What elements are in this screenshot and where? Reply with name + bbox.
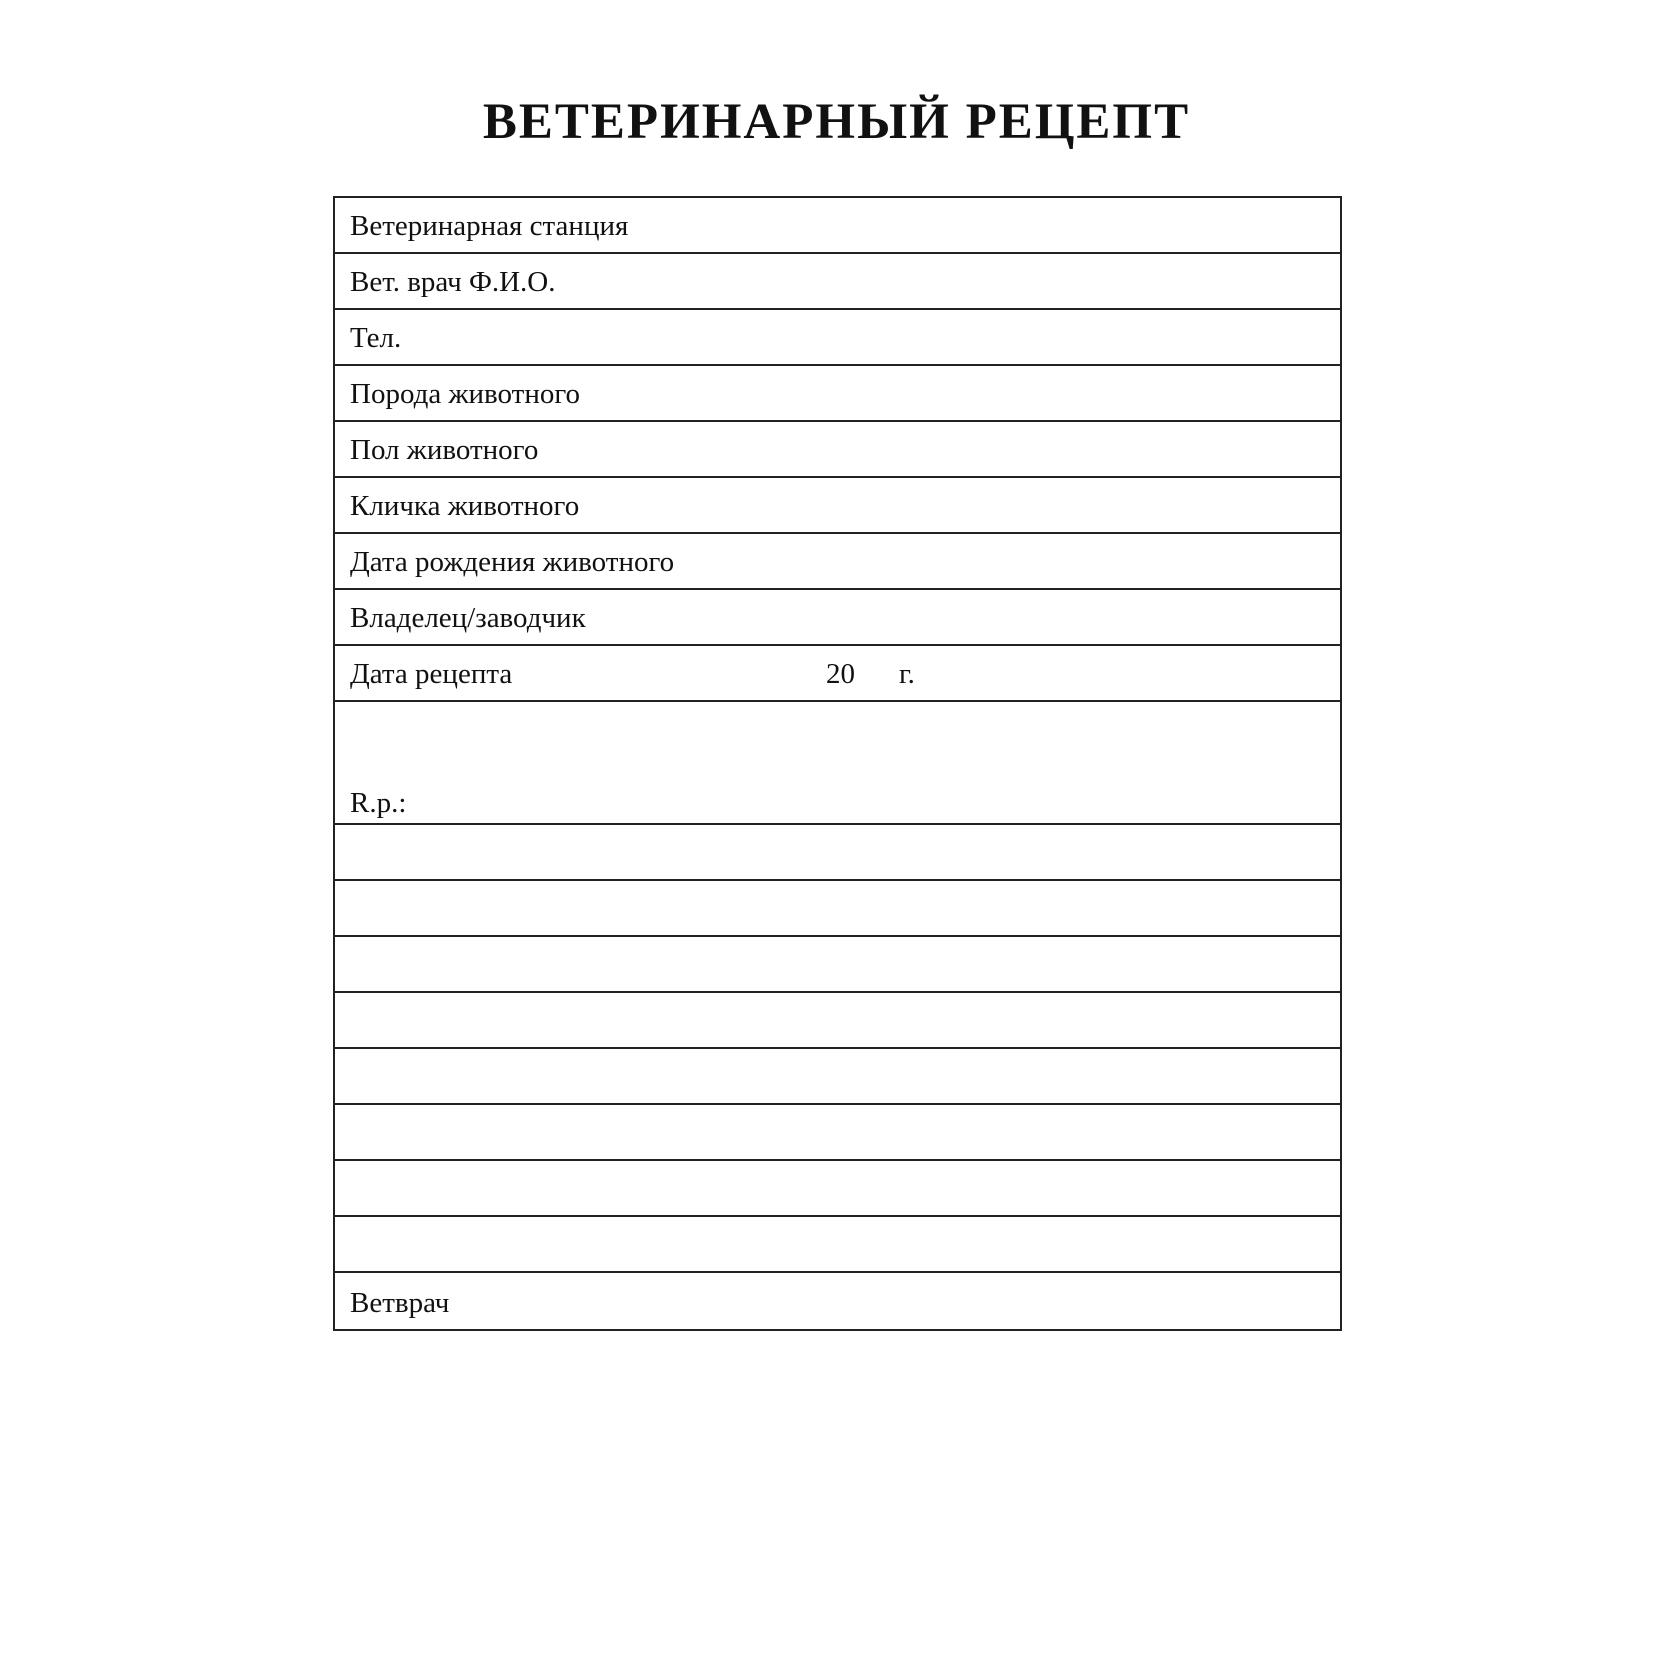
- vet-name-label: Вет. врач Ф.И.О.: [350, 266, 556, 298]
- prescription-line[interactable]: [335, 881, 1340, 937]
- recipe-date-label: Дата рецепта: [350, 658, 513, 690]
- recipe-date-row: [335, 646, 1340, 702]
- phone-label: Тел.: [350, 322, 402, 354]
- breed-row: [335, 366, 1340, 422]
- pet-name-label: Кличка животного: [350, 490, 580, 522]
- signature-row: [335, 1273, 1340, 1329]
- prescription-line[interactable]: [335, 993, 1340, 1049]
- birth-date-row: [335, 534, 1340, 590]
- station-label: Ветеринарная станция: [350, 210, 629, 242]
- phone-row: [335, 310, 1340, 366]
- prescription-line[interactable]: [335, 1049, 1340, 1105]
- sex-label: Пол животного: [350, 434, 539, 466]
- recipe-year-suffix: г.: [899, 658, 915, 690]
- prescription-line[interactable]: [335, 1217, 1340, 1273]
- owner-label: Владелец/заводчик: [350, 602, 586, 634]
- prescription-line[interactable]: [335, 825, 1340, 881]
- signature-label: Ветврач: [350, 1287, 450, 1319]
- prescription-line[interactable]: [335, 1161, 1340, 1217]
- rp-label: R.p.:: [350, 787, 407, 819]
- vet-name-row: [335, 254, 1340, 310]
- pet-name-row: [335, 478, 1340, 534]
- station-row: [335, 198, 1340, 254]
- prescription-line[interactable]: [335, 937, 1340, 993]
- recipe-year-prefix: 20: [826, 658, 855, 690]
- owner-row: [335, 590, 1340, 646]
- birth-date-label: Дата рождения животного: [350, 546, 675, 578]
- breed-label: Порода животного: [350, 378, 581, 410]
- prescription-form: [333, 196, 1342, 1331]
- rp-row: [335, 702, 1340, 825]
- document-title: ВЕТЕРИНАРНЫЙ РЕЦЕПТ: [482, 94, 1191, 150]
- prescription-line[interactable]: [335, 1105, 1340, 1161]
- sex-row: [335, 422, 1340, 478]
